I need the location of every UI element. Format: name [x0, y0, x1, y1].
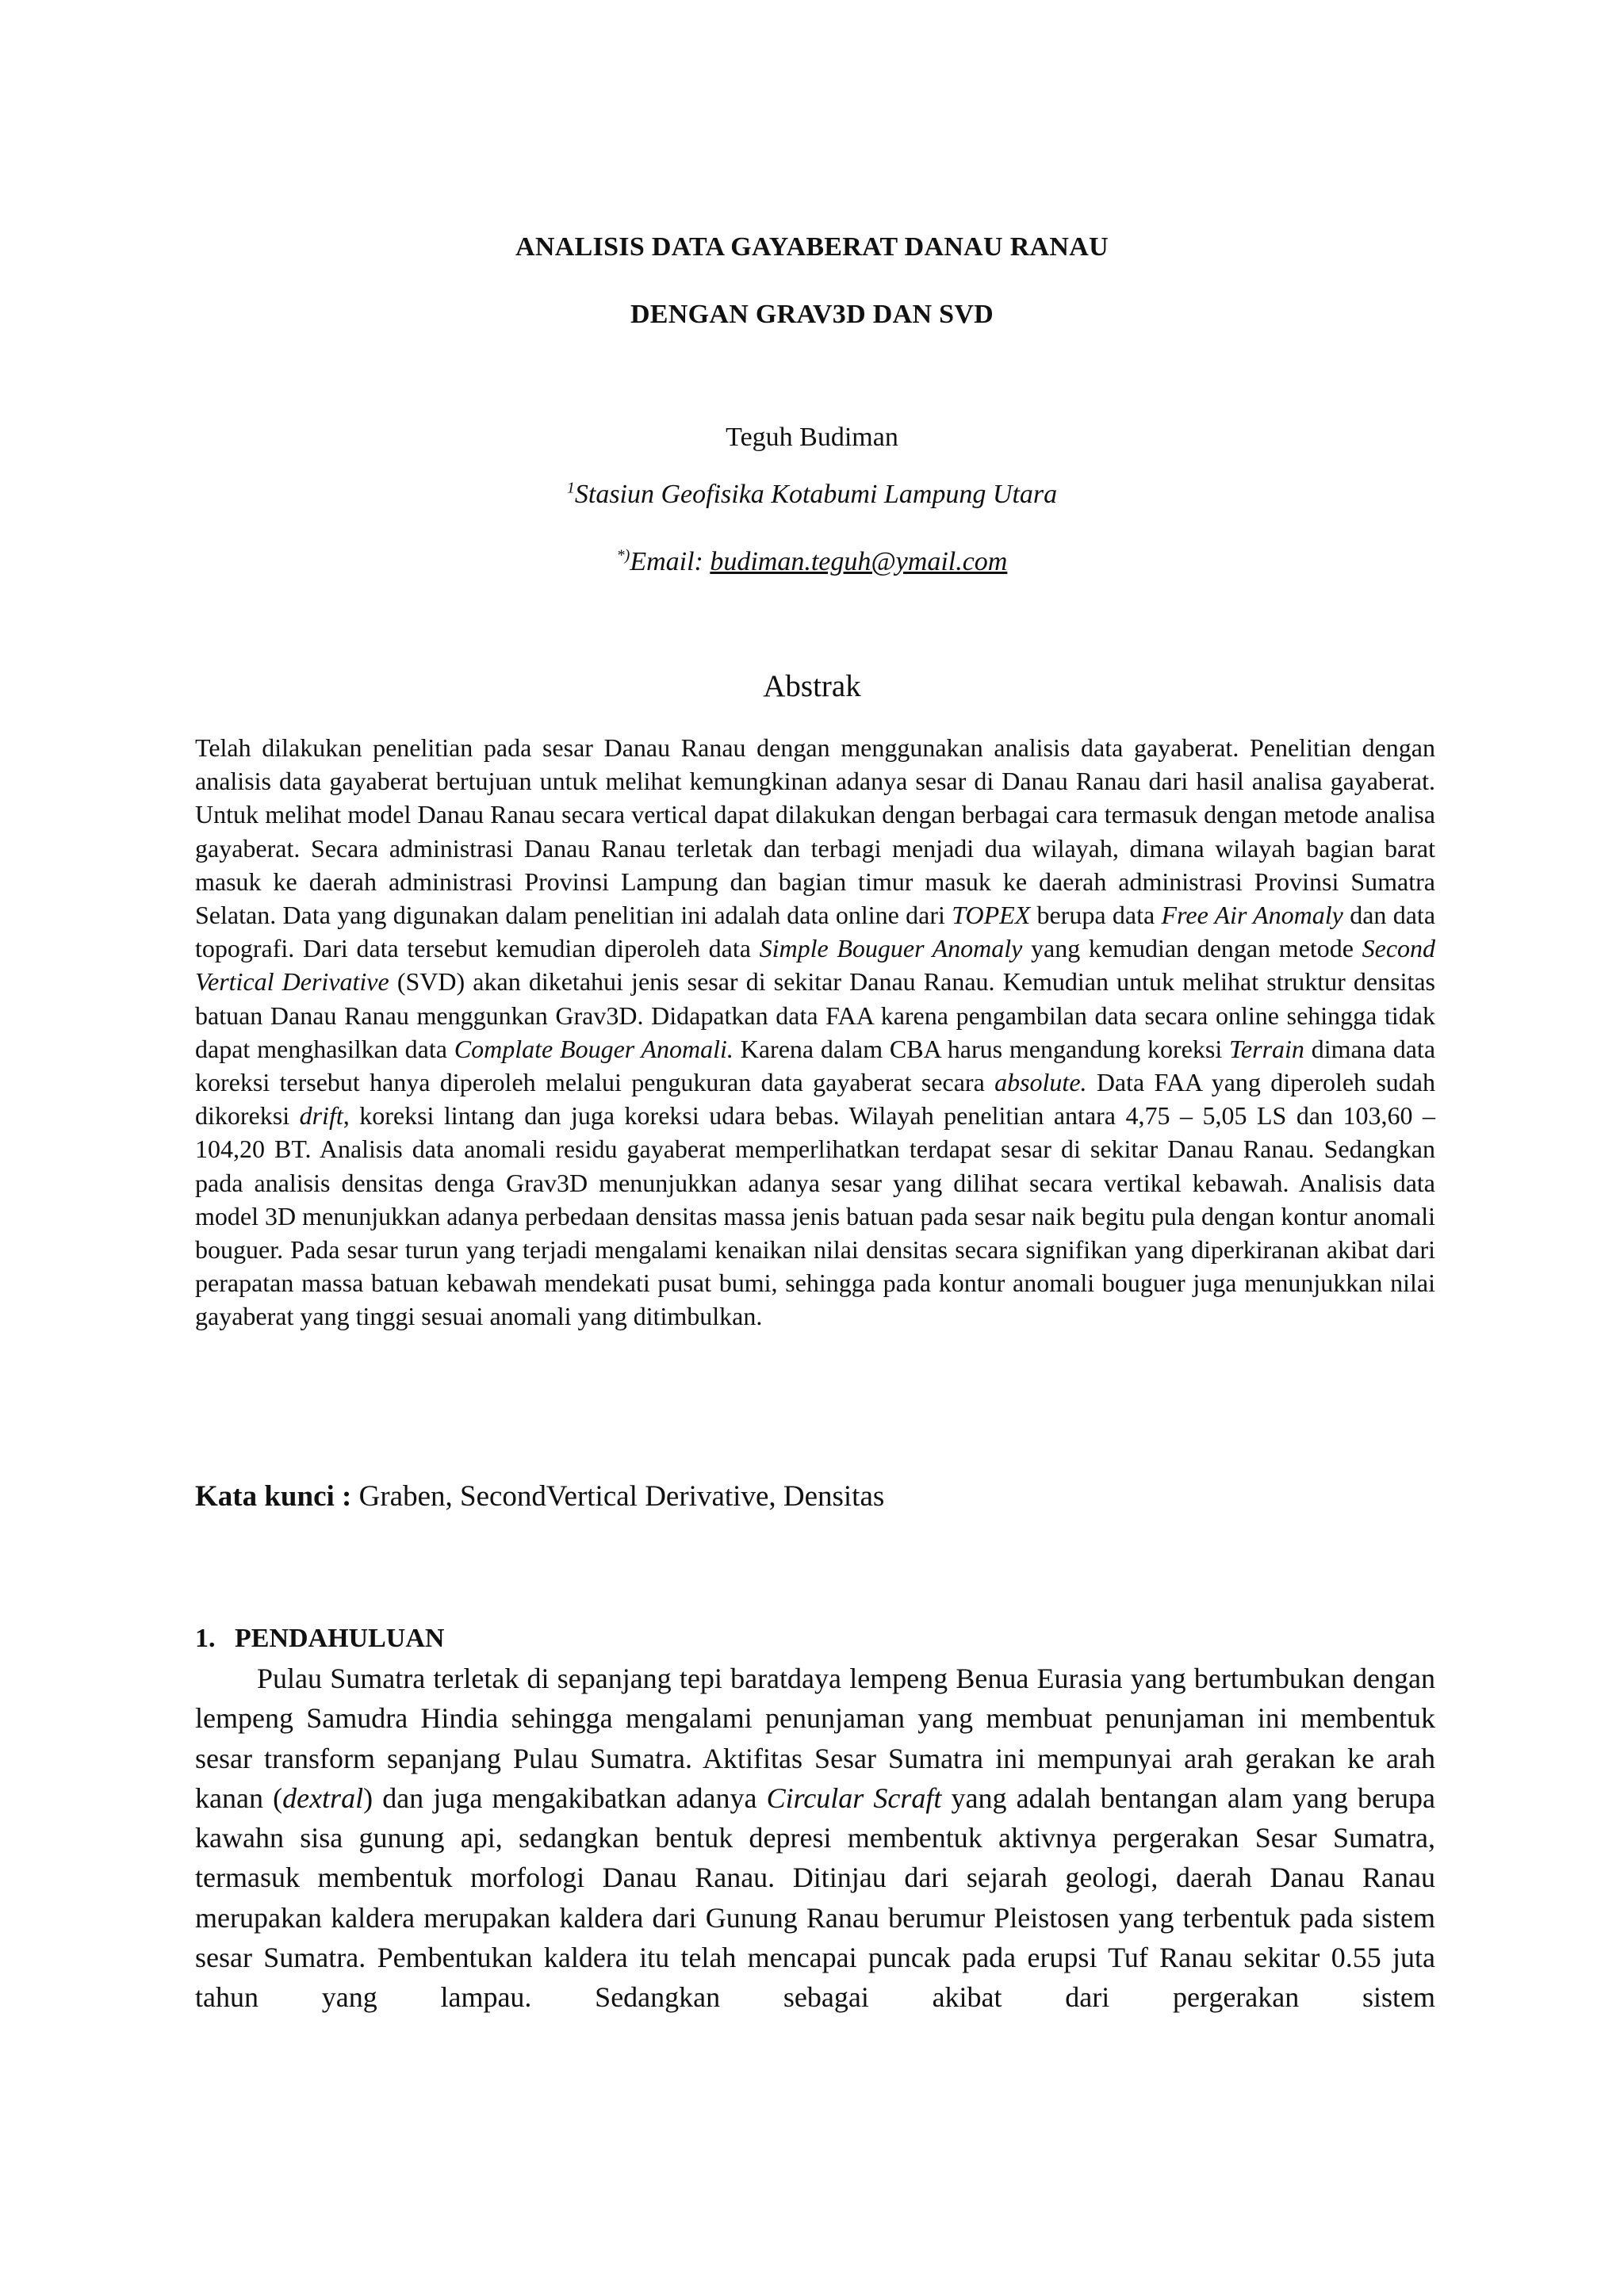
abstract-text: dimana data koreksi tersebut hanya diperoleh melalui pengukuran data gayaberat secara	[195, 1034, 1436, 1097]
affiliation-superscript: 1	[566, 479, 575, 497]
author-email	[0, 547, 1624, 577]
section-text: Pulau Sumatra terletak di sepanjang tepi baratdaya lempeng Benua Eurasia yang bertumbukan dengan lempeng Samudra Hindia sehingga mengalami penunjaman yang membuat penunjaman ini membentuk sesar transform sepanjang Pulau Sumatra. Aktifitas Sesar Sumatra ini mempunyai arah gerakan ke arah kanan (	[195, 1663, 1435, 1814]
abstract-body	[195, 731, 1435, 1334]
abstract-text: , koreksi lintang dan juga koreksi udara bebas. Wilayah penelitian antara 4,75 – 5,05 LS dan 103,60 – 104,20 BT. Analisis data anomali residu gayaberat memperlihatkan terdapat sesar di sekitar Danau Ranau. Sedangkan pada analisis densitas denga Grav3D menunjukkan adanya sesar yang dilihat secara vertikal kebawah. Analisis data model 3D menunjukkan adanya perbedaan densitas massa jenis batuan pada sesar naik begitu pula dengan kontur anomali bouguer. Pada sesar turun yang terjadi mengalami kenaikan nilai densitas secara signifikan yang diperkiranan akibat dari perapatan massa batuan kebawah mendekati pusat bumi, sehingga pada kontur anomali bouguer juga menunjukkan nilai gayaberat yang tinggi sesuai anomali yang ditimbulkan.	[195, 1101, 1436, 1331]
author-name: Teguh Budiman	[726, 423, 898, 452]
abstract-italic-term: TOPEX	[952, 901, 1031, 930]
abstract-italic-term: Simple Bouguer Anomaly	[759, 934, 1023, 963]
abstract-italic-term: drift	[299, 1101, 343, 1131]
affiliation-text: Stasiun Geofisika Kotabumi Lampung Utara	[574, 480, 1058, 509]
author-affiliation	[0, 480, 1624, 510]
section-heading	[195, 1624, 444, 1654]
abstract-italic-term: Second Vertical Derivative	[195, 934, 1436, 997]
abstract-text: berupa data	[1030, 901, 1162, 930]
abstract-text: dan data topografi. Dari data tersebut kemudian diperoleh data	[195, 901, 1436, 963]
section-italic-term: Circular Scraft	[766, 1781, 942, 1814]
section-title: PENDAHULUAN	[235, 1624, 445, 1653]
keywords-line	[195, 1479, 884, 1513]
abstract-italic-term: Terrain	[1229, 1034, 1304, 1063]
abstract-text: Karena dalam CBA harus mengandung koreksi	[733, 1034, 1230, 1063]
section-text: yang adalah bentangan alam yang berupa kawahn sisa gunung api, sedangkan bentuk depresi membentuk aktivnya pergerakan Sesar Sumatra, termasuk membentuk morfologi Danau Ranau. Ditinjau dari sejarah geologi, daerah Danau Ranau merupakan kaldera merupakan kaldera dari Gunung Ranau berumur Pleistosen yang terbentuk pada sistem sesar Sumatra. Pembentukan kaldera itu telah mencapai puncak pada erupsi Tuf Ranau sekitar 0.55 juta tahun yang lampau. Sedangkan sebagai akibat dari pergerakan sistem	[195, 1781, 1435, 2014]
abstract-italic-term: Complate Bouger Anomali.	[454, 1034, 733, 1063]
email-label: Email:	[630, 547, 710, 576]
email-superscript: *)	[616, 546, 630, 564]
abstract-text: (SVD) akan diketahui jenis sesar di sekitar Danau Ranau. Kemudian untuk melihat struktur densitas batuan Danau Ranau menggunkan Grav3D. Didapatkan data FAA karena pengambilan data secara online sehingga tidak dapat menghasilkan data	[195, 967, 1436, 1063]
section-text: ) dan juga mengakibatkan adanya	[363, 1781, 767, 1814]
keywords-label: Kata kunci :	[195, 1480, 352, 1513]
email-link[interactable]: budiman.teguh@ymail.com	[710, 547, 1008, 576]
keywords-text: Graben, SecondVertical Derivative, Densitas	[351, 1480, 885, 1513]
abstract-italic-term: absolute.	[994, 1068, 1087, 1097]
paper-title-line-2: DENGAN GRAV3D DAN SVD	[630, 300, 994, 329]
section-body	[195, 1659, 1435, 2018]
abstract-text: Telah dilakukan penelitian pada sesar Danau Ranau dengan menggunakan analisis data gayaberat. Penelitian dengan analisis data gayaberat bertujuan untuk melihat kemungkinan adanya sesar di Danau Ranau dari hasil analisa gayaberat. Untuk melihat model Danau Ranau secara vertical dapat dilakukan dengan berbagai cara termasuk dengan metode analisa gayaberat. Secara administrasi Danau Ranau terletak dan terbagi menjadi dua wilayah, dimana wilayah bagian barat masuk ke daerah administrasi Provinsi Lampung dan bagian timur masuk ke daerah administrasi Provinsi Sumatra Selatan. Data yang digunakan dalam penelitian ini adalah data online dari	[195, 733, 1435, 930]
section-number: 1.	[195, 1624, 216, 1653]
abstract-heading: Abstrak	[763, 669, 861, 703]
abstract-italic-term: Free Air Anomaly	[1161, 901, 1343, 930]
abstract-text: Data FAA yang diperoleh sudah dikoreksi	[195, 1068, 1436, 1131]
abstract-text: yang kemudian dengan metode	[1022, 934, 1362, 963]
section-italic-term: dextral	[282, 1781, 364, 1814]
paper-title-line-1: ANALISIS DATA GAYABERAT DANAU RANAU	[515, 232, 1109, 262]
